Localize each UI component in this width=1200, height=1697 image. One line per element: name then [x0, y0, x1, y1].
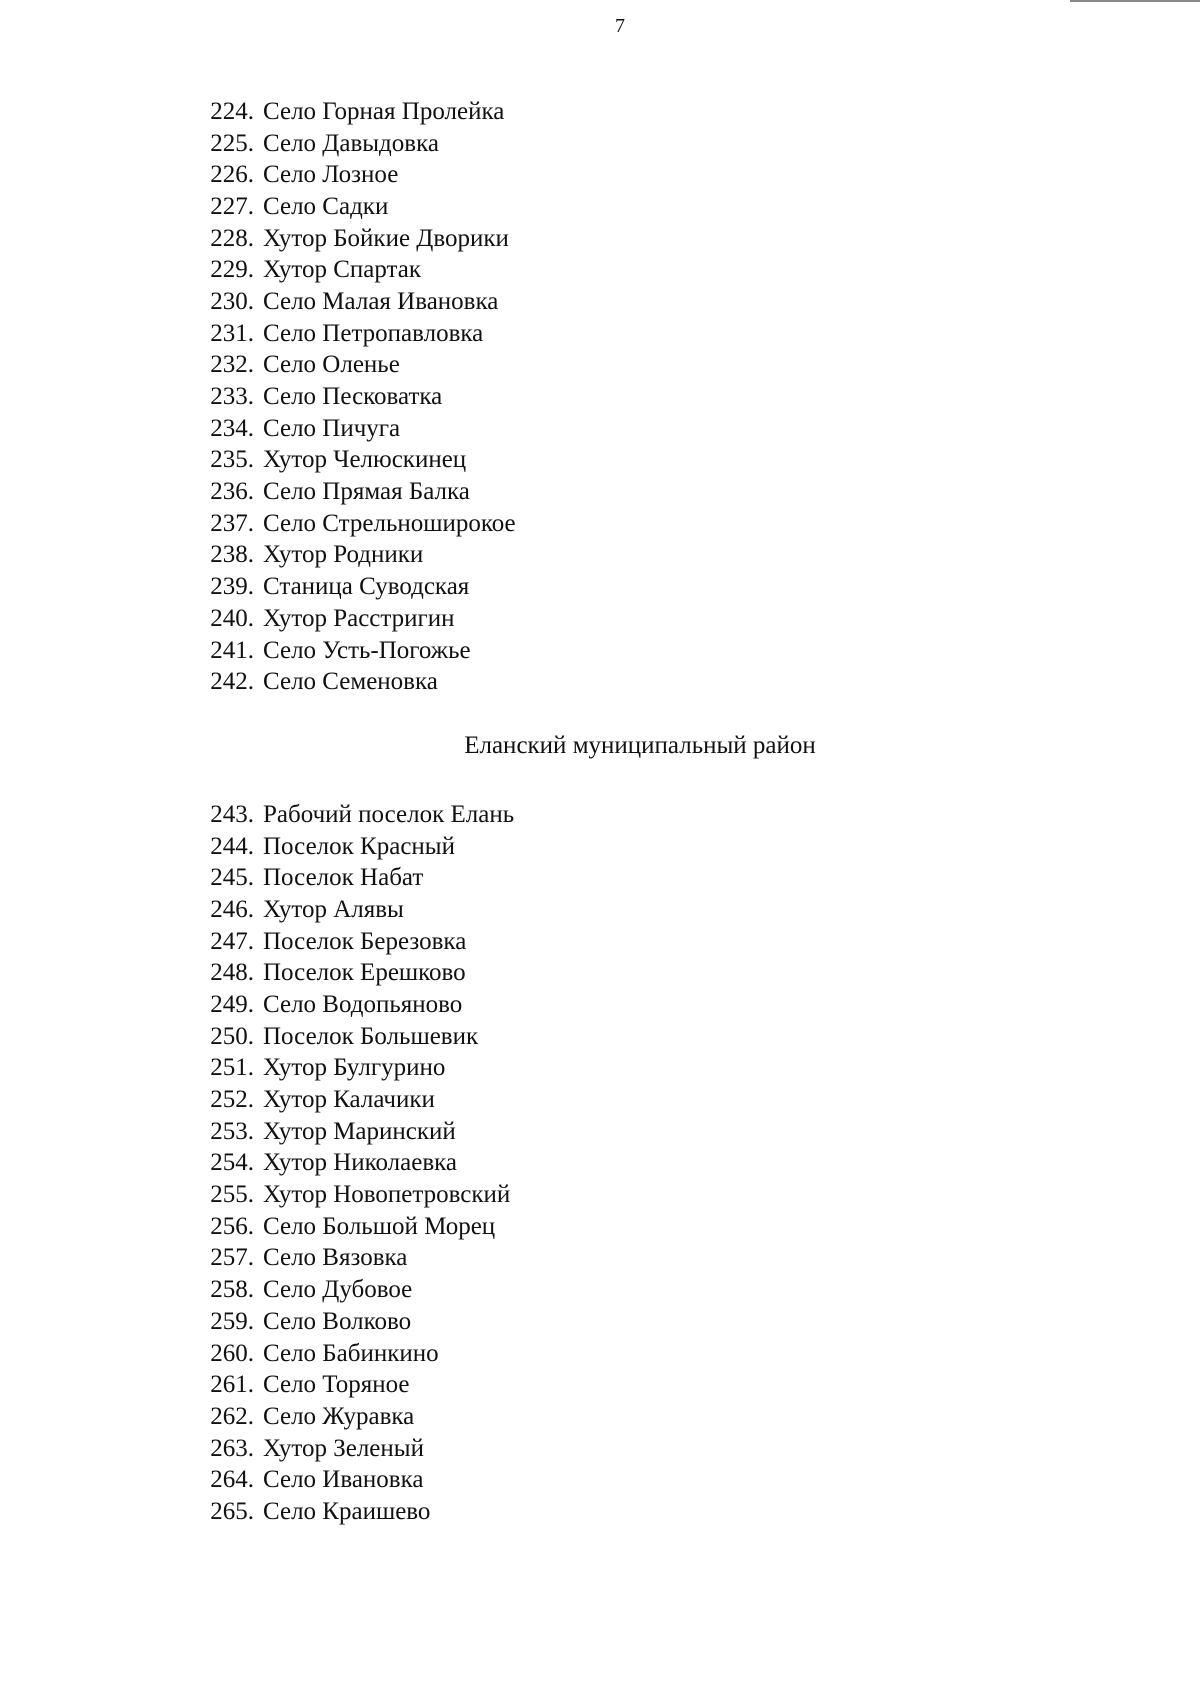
- list-item: [175, 1211, 514, 1243]
- item-number: 247.: [210, 927, 254, 955]
- list-item: [175, 318, 516, 350]
- list-item: [175, 96, 516, 128]
- list-item: [175, 1021, 514, 1053]
- list-item: [175, 1148, 514, 1180]
- settlement-name: Село Большой Морец: [263, 1212, 496, 1240]
- item-number: 242.: [210, 668, 254, 696]
- item-number: 228.: [210, 224, 254, 252]
- settlement-name: Село Прямая Балка: [263, 478, 470, 506]
- settlement-name: Село Торяное: [263, 1371, 410, 1399]
- settlement-name: Село Малая Ивановка: [263, 287, 499, 315]
- list-item: [175, 1243, 514, 1275]
- list-item: [175, 635, 516, 667]
- settlement-name: Село Пичуга: [263, 414, 401, 442]
- scan-edge-mark: [1070, 0, 1200, 2]
- item-number: 260.: [210, 1339, 254, 1367]
- list-item: [175, 159, 516, 191]
- settlement-name: Село Волково: [263, 1307, 412, 1335]
- list-item: [175, 603, 516, 635]
- list-item: [175, 1496, 514, 1528]
- item-number: 262.: [210, 1402, 254, 1430]
- list-item: [175, 445, 516, 477]
- list-item: [175, 862, 514, 894]
- item-number: 227.: [210, 192, 254, 220]
- item-number: 261.: [210, 1371, 254, 1399]
- item-number: 234.: [210, 414, 254, 442]
- item-number: 256.: [210, 1212, 254, 1240]
- list-item: [175, 1369, 514, 1401]
- list-item: [175, 1179, 514, 1211]
- settlement-name: Хутор Новопетровский: [263, 1181, 511, 1209]
- settlement-list-continued: [175, 96, 516, 698]
- item-number: 224.: [210, 97, 254, 125]
- list-item: [175, 286, 516, 318]
- settlement-name: Село Оленье: [263, 351, 400, 379]
- item-number: 255.: [210, 1181, 254, 1209]
- item-number: 231.: [210, 319, 254, 347]
- list-item: [175, 1274, 514, 1306]
- settlement-name: Хутор Николаевка: [263, 1149, 458, 1177]
- item-number: 229.: [210, 256, 254, 284]
- settlement-name: Село Семеновка: [263, 668, 438, 696]
- settlement-name: Поселок Большевик: [263, 1022, 479, 1050]
- item-number: 239.: [210, 573, 254, 601]
- section-heading-elansky-district: Еланский муниципальный район: [464, 732, 816, 759]
- list-item: [175, 1338, 514, 1370]
- item-number: 246.: [210, 895, 254, 923]
- list-item: [175, 1464, 514, 1496]
- settlement-name: Село Петропавловка: [263, 319, 484, 347]
- item-number: 263.: [210, 1434, 254, 1462]
- item-number: 251.: [210, 1054, 254, 1082]
- list-item: [175, 191, 516, 223]
- item-number: 249.: [210, 990, 254, 1018]
- item-number: 232.: [210, 351, 254, 379]
- item-number: 265.: [210, 1497, 254, 1525]
- list-item: [175, 381, 516, 413]
- settlement-name: Село Бабинкино: [263, 1339, 439, 1367]
- settlement-name: Село Дубовое: [263, 1276, 413, 1304]
- list-item: [175, 926, 514, 958]
- list-item: [175, 254, 516, 286]
- item-number: 253.: [210, 1117, 254, 1145]
- settlement-name: Поселок Набат: [263, 864, 424, 892]
- list-item: [175, 989, 514, 1021]
- item-number: 238.: [210, 541, 254, 569]
- list-item: [175, 799, 514, 831]
- list-item: [175, 894, 514, 926]
- settlement-name: Село Садки: [263, 192, 389, 220]
- settlement-name: Хутор Родники: [263, 541, 424, 569]
- settlement-name: Село Водопьяново: [263, 990, 463, 1018]
- settlement-name: Село Горная Пролейка: [263, 97, 505, 125]
- item-number: 245.: [210, 864, 254, 892]
- settlement-name: Село Давыдовка: [263, 129, 439, 157]
- settlement-name: Станица Суводская: [263, 573, 470, 601]
- list-item: [175, 1116, 514, 1148]
- list-item: [175, 666, 516, 698]
- settlement-name: Хутор Булгурино: [263, 1054, 446, 1082]
- settlement-name: Село Стрельноширокое: [263, 509, 516, 537]
- item-number: 250.: [210, 1022, 254, 1050]
- item-number: 225.: [210, 129, 254, 157]
- item-number: 264.: [210, 1466, 254, 1494]
- item-number: 244.: [210, 832, 254, 860]
- item-number: 248.: [210, 959, 254, 987]
- list-item: [175, 128, 516, 160]
- settlement-name: Хутор Спартак: [263, 256, 421, 284]
- list-item: [175, 508, 516, 540]
- settlement-name: Село Усть-Погожье: [263, 636, 471, 664]
- settlement-name: Хутор Бойкие Дворики: [263, 224, 509, 252]
- settlement-name: Хутор Алявы: [263, 895, 404, 923]
- list-item: [175, 223, 516, 255]
- list-item: [175, 540, 516, 572]
- list-item: [175, 1084, 514, 1116]
- item-number: 243.: [210, 800, 254, 828]
- settlement-name: Село Ивановка: [263, 1466, 424, 1494]
- settlement-name: Хутор Зеленый: [263, 1434, 424, 1462]
- item-number: 252.: [210, 1086, 254, 1114]
- settlement-name: Село Песковатка: [263, 383, 443, 411]
- item-number: 259.: [210, 1307, 254, 1335]
- item-number: 235.: [210, 446, 254, 474]
- item-number: 230.: [210, 287, 254, 315]
- list-item: [175, 957, 514, 989]
- page-number: 7: [615, 15, 625, 37]
- list-item: [175, 1433, 514, 1465]
- settlement-name: Село Лозное: [263, 161, 399, 189]
- list-item: [175, 413, 516, 445]
- settlement-name: Поселок Березовка: [263, 927, 467, 955]
- list-item: [175, 1401, 514, 1433]
- list-item: [175, 571, 516, 603]
- list-item: [175, 831, 514, 863]
- item-number: 236.: [210, 478, 254, 506]
- settlement-name: Село Журавка: [263, 1402, 415, 1430]
- item-number: 240.: [210, 604, 254, 632]
- settlement-name: Хутор Расстригин: [263, 604, 455, 632]
- list-item: [175, 1053, 514, 1085]
- list-item: [175, 476, 516, 508]
- settlement-name: Поселок Красный: [263, 832, 455, 860]
- list-item: [175, 1306, 514, 1338]
- list-item: [175, 350, 516, 382]
- item-number: 241.: [210, 636, 254, 664]
- settlement-name: Поселок Ерешково: [263, 959, 466, 987]
- settlement-name: Хутор Маринский: [263, 1117, 456, 1145]
- item-number: 237.: [210, 509, 254, 537]
- item-number: 233.: [210, 383, 254, 411]
- item-number: 226.: [210, 161, 254, 189]
- settlement-name: Село Краишево: [263, 1497, 431, 1525]
- item-number: 257.: [210, 1244, 254, 1272]
- settlement-list-elansky: [175, 799, 514, 1528]
- settlement-name: Хутор Калачики: [263, 1086, 435, 1114]
- settlement-name: Село Вязовка: [263, 1244, 408, 1272]
- settlement-name: Хутор Челюскинец: [263, 446, 467, 474]
- item-number: 258.: [210, 1276, 254, 1304]
- settlement-name: Рабочий поселок Елань: [263, 800, 515, 828]
- item-number: 254.: [210, 1149, 254, 1177]
